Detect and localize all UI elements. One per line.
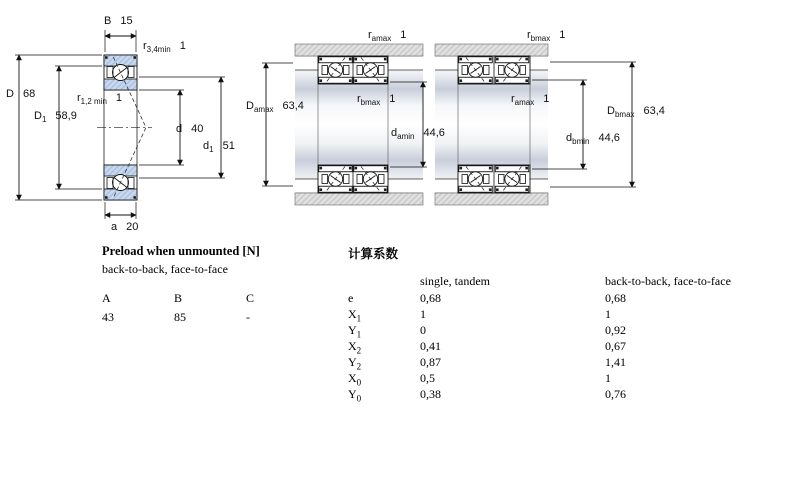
preload-table-title: Preload when unmounted [N]: [102, 244, 260, 258]
dim-label-d: d 40: [176, 123, 204, 135]
factor-symbol: $Y_0$: [348, 387, 362, 404]
dim-label-rbmax-b: $r_{bmax}$ 1: [527, 29, 566, 44]
dim-label-rbmax-a: $r_{bmax}$ 1: [357, 93, 396, 108]
factor-symbol: e: [348, 291, 354, 305]
factor-value: 0,68: [605, 291, 626, 305]
dim-label-damin: $d_{amin}$ 44,6: [391, 127, 445, 142]
factor-value: 0,68: [420, 291, 441, 305]
factor-value: 1,41: [605, 355, 626, 369]
factor-symbol: $Y_2$: [348, 355, 362, 372]
dim-label-a: a 20: [111, 221, 139, 233]
preload-table-grid: [102, 291, 306, 325]
dim-label-dbmin: $d_{bmin}$ 44,6: [566, 132, 620, 147]
factor-symbol: $Y_1$: [348, 323, 362, 340]
factors-col-header-b2b-f2f: back-to-back, face-to-face: [605, 274, 731, 288]
factor-value: 0,76: [605, 387, 626, 401]
factors-corner-cell: [348, 274, 420, 291]
dim-label-ramax-b: $r_{amax}$ 1: [511, 93, 550, 108]
dim-label-ramax-a: $r_{amax}$ 1: [368, 29, 407, 44]
preload-table-subtitle: back-to-back, face-to-face: [102, 262, 228, 276]
preload-value: -: [246, 310, 250, 324]
factor-symbol: $X_0$: [348, 371, 362, 388]
factors-col-header-single-tandem: single, tandem: [420, 274, 490, 288]
dim-label-r12min: $r_{1,2 min}$ 1: [77, 92, 123, 107]
factor-value: 1: [605, 307, 611, 321]
dim-label-Damax: $D_{amax}$ 63,4: [246, 100, 304, 115]
factor-value: 1: [420, 307, 426, 321]
factor-value: 0,67: [605, 339, 626, 353]
preload-col-header: C: [246, 291, 255, 305]
factors-table-title: 计算系数: [348, 247, 399, 261]
preload-value: 43: [102, 310, 114, 324]
preload-col-header: B: [174, 291, 183, 305]
dim-label-Dbmax: $D_{bmax}$ 63,4: [607, 105, 665, 120]
factor-value: 0,87: [420, 355, 441, 369]
factors-table: [348, 244, 795, 403]
mounted-pair-b: [435, 44, 636, 205]
factor-value: 1: [605, 371, 611, 385]
dim-label-D: D 68: [6, 88, 36, 100]
factor-symbol: $X_2$: [348, 339, 362, 356]
preload-table: [102, 244, 306, 325]
factor-value: 0,5: [420, 371, 435, 385]
factor-value: 0,92: [605, 323, 626, 337]
preload-col-header: A: [102, 291, 111, 305]
mounted-pair-a: [262, 44, 427, 205]
preload-value: 85: [174, 310, 186, 324]
factor-value: 0,38: [420, 387, 441, 401]
factor-value: 0: [420, 323, 426, 337]
factor-value: 0,41: [420, 339, 441, 353]
dim-label-d1: $d_1$ 51: [203, 140, 235, 155]
factor-symbol: $X_1$: [348, 307, 362, 324]
dim-label-B: B 15: [104, 15, 133, 27]
factors-table-grid: [348, 274, 795, 403]
dim-label-r34min: $r_{3,4min}$ 1: [143, 40, 186, 55]
dim-label-D1: $D_1$ 58,9: [34, 110, 77, 125]
